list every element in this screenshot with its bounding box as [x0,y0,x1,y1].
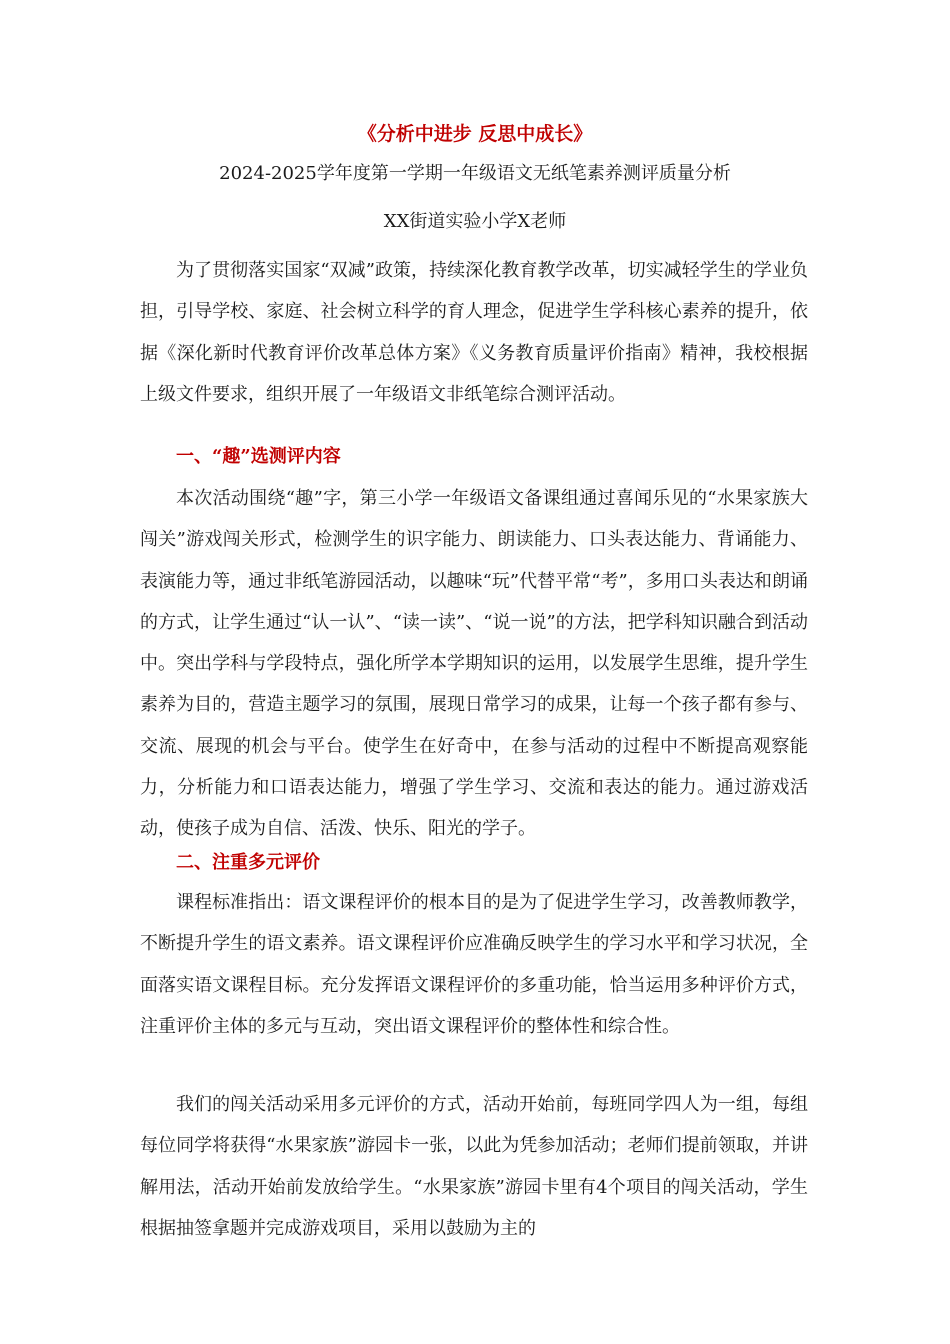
document-author: XX街道实验小学X老师 [383,211,567,232]
section2-heading-block [140,842,808,883]
section1-paragraph: 本次活动围绕“趣”字，第三小学一年级语文备课组通过喜闻乐见的“水果家族大闯关”游戏闯关形式，检测学生的识字能力、朗读能力、口头表达能力、背诵能力、表演能力等，通过非纸笔游园活动，以趣味“玩”代替平常“考”，多用口头表达和朗诵的方式，让学生通过“认一认”、“读一读”、“说一说”的方法，把学科知识融合到活动中。突出学科与学段特点，强化所学本学期知识的运用，以发展学生思维，提升学生素养为目的，营造主题学习的氛围，展现日常学习的成果，让每一个孩子都有参与、交流、展现的机会与平台。使学生在好奇中，在参与活动的过程中不断提高观察能力，分析能力和口语表达能力，增强了学生学习、交流和表达的能力。通过游戏活动，使孩子成为自信、活泼、快乐、阳光的学子。 [140,488,808,840]
section2-heading: 二、注重多元评价 [176,852,320,873]
intro-paragraph: 为了贯彻落实国家“双减”政策，持续深化教育教学改革，切实减轻学生的学业负担，引导学校、家庭、社会树立科学的育人理念，促进学生学科核心素养的提升，依据《深化新时代教育评价改革总体方案》《义务教育质量评价指南》精神，我校根据上级文件要求，组织开展了一年级语文非纸笔综合测评活动。 [140,260,808,405]
section2-paragraph-2: 我们的闯关活动采用多元评价的方式，活动开始前，每班同学四人为一组，每组每位同学将获得“水果家族”游园卡一张，以此为凭参加活动；老师们提前领取，并讲解用法，活动开始前发放给学生。“水果家族”游园卡里有4个项目的闯关活动，学生根据抽签拿题并完成游戏项目，采用以鼓励为主的 [140,1094,808,1239]
document-title: 《分析中进步 反思中成长》 [357,123,593,145]
section2-paragraph-1: 课程标准指出：语文课程评价的根本目的是为了促进学生学习，改善教师教学，不断提升学生的语文素养。语文课程评价应准确反映学生的学习水平和学习状况，全面落实语文课程目标。充分发挥语文课程评价的多重功能，恰当运用多种评价方式，注重评价主体的多元与互动，突出语文课程评价的整体性和综合性。 [140,892,808,1037]
section2-block-2 [140,1084,808,1249]
intro-block [140,250,808,415]
document-subtitle: 2024-2025学年度第一学期一年级语文无纸笔素养测评质量分析 [219,163,731,184]
section1-heading-block [140,436,808,477]
section1-block [140,478,808,850]
section2-block-1 [140,882,808,1047]
section1-heading: 一、“趣”选测评内容 [176,446,341,467]
